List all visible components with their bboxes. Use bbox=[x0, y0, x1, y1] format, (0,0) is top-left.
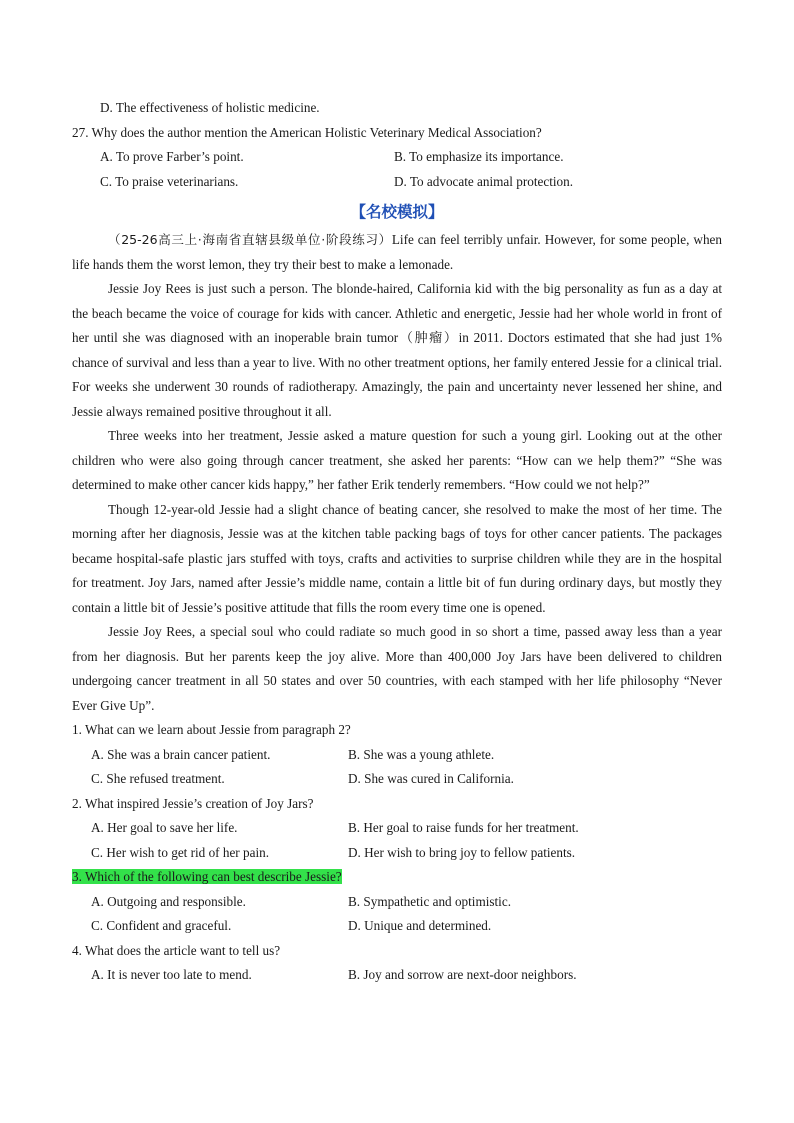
paragraph-1-text: Life can feel terribly unfair. However, for some people, when life hands them the worst lemon, they try their best to make a lemonade. bbox=[72, 232, 722, 272]
question-3-stem-highlighted: 3. Which of the following can best describe Jessie? bbox=[72, 869, 342, 884]
question-2-option-a: A. Her goal to save her life. bbox=[91, 820, 238, 835]
question-1-options-row-2 bbox=[72, 767, 722, 792]
passage-paragraph-3: Three weeks into her treatment, Jessie asked a mature question for such a young girl. Looking out at the other children who were also going through cancer treatment, she asked her parents: “How can we help them?” “She was determined to make other cancer kids happy,” her father Erik tenderly remembers. “How could we not help?” bbox=[72, 428, 722, 492]
question-1-option-c: C. She refused treatment. bbox=[91, 771, 225, 786]
passage-paragraph-1 bbox=[72, 228, 722, 277]
q27-options-row-2 bbox=[72, 170, 722, 195]
question-3-option-a: A. Outgoing and responsible. bbox=[91, 893, 246, 909]
question-2-option-b: B. Her goal to raise funds for her treatment. bbox=[348, 820, 579, 835]
question-4-stem: 4. What does the article want to tell us? bbox=[72, 942, 281, 958]
passage-paragraph-5: Jessie Joy Rees, a special soul who could radiate so much good in so short a time, passed away less than a year from her diagnosis. But her parents keep the joy alive. More than 400,000 Joy Jars have been delivered to children undergoing cancer treatment in all 50 states and over 50 countries, with each stamped with her life philosophy “Never Ever Give Up”. bbox=[72, 624, 722, 713]
q27-option-b: B. To emphasize its importance. bbox=[394, 149, 564, 164]
passage-source: （25-26高三上·海南省直辖县级单位·阶段练习） bbox=[108, 232, 392, 247]
question-3-stem-line bbox=[72, 865, 722, 890]
question-4-option-a: A. It is never too late to mend. bbox=[91, 967, 252, 982]
question-3-options-row-1 bbox=[72, 890, 722, 915]
question-3-option-b: B. Sympathetic and optimistic. bbox=[348, 893, 511, 909]
question-2-options-row-1 bbox=[72, 816, 722, 841]
section-title: 【名校模拟】 bbox=[350, 203, 444, 221]
question-4-options-row-1 bbox=[72, 963, 722, 988]
document-page bbox=[72, 96, 722, 988]
question-1-option-b: B. She was a young athlete. bbox=[348, 746, 495, 762]
q26-option-d: D. The effectiveness of holistic medicine. bbox=[100, 100, 320, 115]
q27-option-c: C. To praise veterinarians. bbox=[100, 173, 239, 189]
question-1-stem: 1. What can we learn about Jessie from paragraph 2? bbox=[72, 722, 351, 737]
q27-option-d: D. To advocate animal protection. bbox=[394, 173, 574, 189]
question-3-options-row-2 bbox=[72, 914, 722, 939]
question-3-option-c: C. Confident and graceful. bbox=[91, 918, 232, 933]
question-1-options-row-1 bbox=[72, 743, 722, 768]
question-2-option-d: D. Her wish to bring joy to fellow patients. bbox=[348, 844, 576, 860]
question-2-option-c: C. Her wish to get rid of her pain. bbox=[91, 844, 269, 860]
q27-stem: 27. Why does the author mention the American Holistic Veterinary Medical Association? bbox=[72, 124, 542, 140]
q27-options-row-1 bbox=[72, 145, 722, 170]
passage-paragraph-2: Jessie Joy Rees is just such a person. The blonde-haired, California kid with the big personality as fun as a day at the beach became the voice of courage for kids with cancer. Athletic and energetic, Jessie had her whole world in front of her until she was diagnosed with an inoperable brain tumor（肿瘤）in 2011. Doctors estimated that she had just 1% chance of survival and less than a year to live. With no other treatment options, her family entered Jessie for a clinical trial. For weeks she underwent 30 rounds of radiotherapy. Amazingly, the pain and uncertainty never lessened her shine, and Jessie always remained positive throughout it all. bbox=[72, 281, 722, 419]
q27-option-a: A. To prove Farber’s point. bbox=[100, 149, 244, 164]
passage-paragraph-4: Though 12-year-old Jessie had a slight chance of beating cancer, she resolved to make the most of her time. The morning after her diagnosis, Jessie was at the kitchen table packing bags of toys for other cancer patients. The packages became hospital-safe plastic jars stuffed with toys, crafts and activities to surprise children while they are in the hospital for treatment. Joy Jars, named after Jessie’s middle name, contain a little bit of fun during ordinary days, but mostly they contain a little bit of Jessie’s positive attitude that fills the room every time one is opened. bbox=[72, 501, 722, 615]
question-2-options-row-2 bbox=[72, 841, 722, 866]
question-2-stem: 2. What inspired Jessie’s creation of Joy Jars? bbox=[72, 795, 314, 811]
question-3-option-d: D. Unique and determined. bbox=[348, 918, 492, 933]
question-1-option-d: D. She was cured in California. bbox=[348, 771, 514, 786]
question-4-option-b: B. Joy and sorrow are next-door neighbors. bbox=[348, 967, 577, 982]
question-1-option-a: A. She was a brain cancer patient. bbox=[91, 746, 271, 762]
